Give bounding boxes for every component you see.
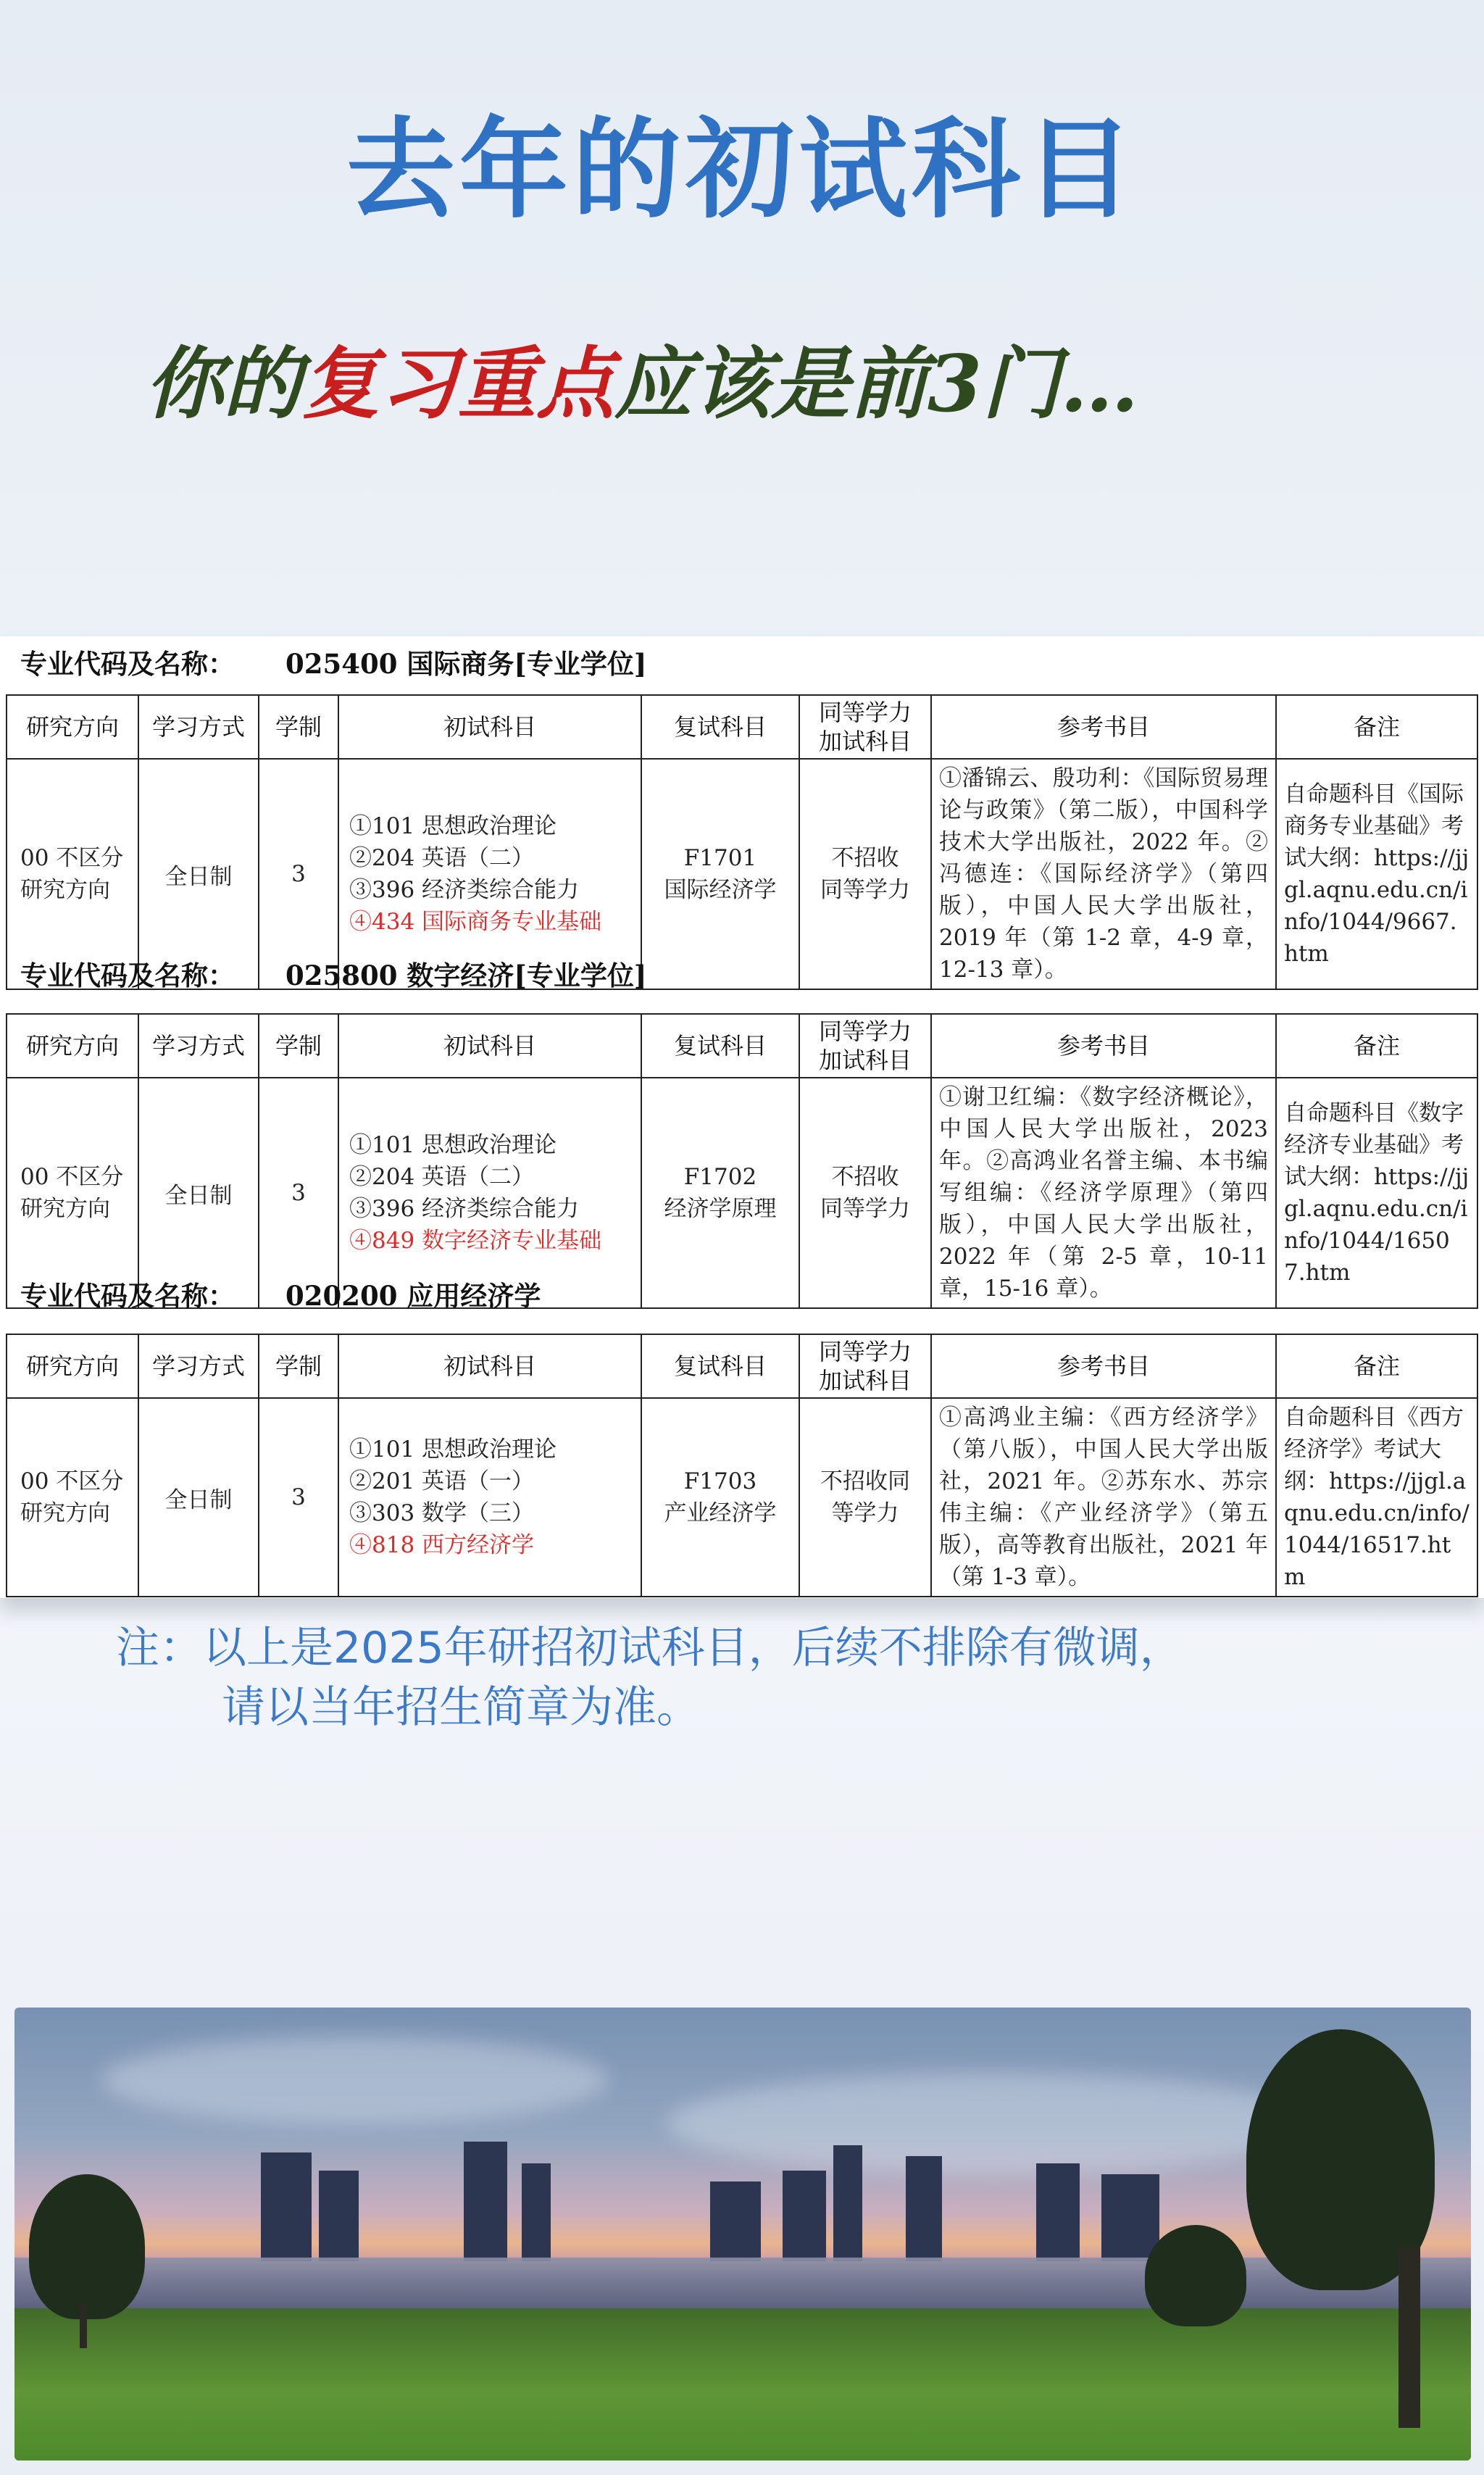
program-code: 025800 数字经济[专业学位] [285,960,647,991]
equivalent-line2: 同等学力 [820,877,910,903]
table-header-row [7,695,1477,759]
cell-study-mode: 全日制 [138,1398,259,1597]
col-study-mode: 学习方式 [138,1334,259,1398]
col-direction: 研究方向 [7,1334,138,1398]
col-duration: 学制 [259,695,338,759]
cell-equivalent [799,1078,931,1308]
page-title: 去年的初试科目 [346,107,1138,233]
direction-line1: 00 不区分 [20,845,124,871]
program-header [20,1276,541,1316]
table-row [7,1398,1477,1597]
col-direction: 研究方向 [7,1014,138,1078]
retest-code: F1703 [683,1468,757,1494]
cell-study-mode: 全日制 [138,759,259,989]
table-header-row [7,1334,1477,1398]
footnote-line1: 注：以上是2025年研招初试科目，后续不排除有微调， [116,1623,1183,1673]
cell-retest [641,1398,799,1597]
direction-line2: 研究方向 [20,877,110,903]
cell-retest [641,1078,799,1308]
code-name-label: 专业代码及名称： [20,960,235,991]
cell-equivalent [799,759,931,989]
initial-subject: ④818 西方经济学 [349,1532,535,1558]
direction-line1: 00 不区分 [20,1468,124,1494]
program-table [6,694,1478,990]
initial-subject: ①101 思想政治理论 [349,1436,557,1463]
subtitle-banner [145,330,1377,438]
program-code: 025400 国际商务[专业学位] [285,648,647,680]
retest-code: F1702 [683,1164,757,1190]
direction-line2: 研究方向 [20,1500,110,1526]
program-sheet [0,636,1484,1598]
col-equivalent [799,1334,931,1398]
subtitle-part1: 你的 [145,338,302,430]
cell-initial-subjects [338,1398,641,1597]
initial-subject: ③396 经济类综合能力 [349,1196,580,1222]
cell-books: ①谢卫红编：《数字经济概论》，中国人民大学出版社，2023 年。②高鸿业名誉主编、本书编写组编：《经济学原理》（第四版），中国人民大学出版社，2022 年（第 2-5 章，10-11 章，15-16 章）。 [931,1078,1276,1308]
lakeside-photo [14,2008,1471,2461]
retest-name: 国际经济学 [664,877,777,903]
cell-equivalent [799,1398,931,1597]
code-name-label: 专业代码及名称： [20,1280,235,1312]
initial-subject: ①101 思想政治理论 [349,1132,557,1158]
program-header [20,644,646,684]
col-initial-exam: 初试科目 [338,1014,641,1078]
cell-retest [641,759,799,989]
program-table [6,1334,1478,1597]
cell-duration: 3 [259,759,338,989]
subtitle-highlight: 复习重点 [301,338,615,430]
col-equivalent [799,1014,931,1078]
col-duration: 学制 [259,1334,338,1398]
equivalent-line1: 不招收 [831,1164,899,1190]
col-equivalent-line2: 加试科目 [818,728,912,755]
retest-name: 产业经济学 [664,1500,777,1526]
retest-name: 经济学原理 [664,1196,777,1222]
cell-direction [7,1078,138,1308]
cell-books: ①高鸿业主编：《西方经济学》（第八版），中国人民大学出版社，2021 年。②苏东水、苏宗伟主编：《产业经济学》（第五版），高等教育出版社，2021 年（第 1-3 章）。 [931,1398,1276,1597]
code-name-label: 专业代码及名称： [20,648,235,680]
equivalent-line2: 等学力 [831,1500,899,1526]
footnote [116,1618,1464,1737]
col-duration: 学制 [259,1014,338,1078]
col-retest: 复试科目 [641,1014,799,1078]
retest-code: F1701 [683,845,757,871]
col-books: 参考书目 [931,1334,1276,1398]
cell-books: ①潘锦云、殷功利：《国际贸易理论与政策》（第二版），中国科学技术大学出版社，2022 年。②冯德连：《国际经济学》（第四版），中国人民大学出版社，2019 年（第 1-2 章，4-9 章，12-13 章）。 [931,759,1276,989]
direction-line1: 00 不区分 [20,1164,124,1190]
col-retest: 复试科目 [641,695,799,759]
cell-direction [7,1398,138,1597]
cell-notes: 自命题科目《数字经济专业基础》考试大纲：https://jjgl.aqnu.edu.cn/info/1044/16507.htm [1276,1078,1477,1308]
col-retest: 复试科目 [641,1334,799,1398]
col-notes: 备注 [1276,1334,1477,1398]
col-initial-exam: 初试科目 [338,1334,641,1398]
col-notes: 备注 [1276,695,1477,759]
direction-line2: 研究方向 [20,1196,110,1222]
cell-duration: 3 [259,1078,338,1308]
col-study-mode: 学习方式 [138,695,259,759]
footnote-line2: 请以当年招生简章为准。 [222,1682,700,1733]
equivalent-line2: 同等学力 [820,1196,910,1222]
program-code: 020200 应用经济学 [285,1280,541,1312]
col-equivalent-line1: 同等学力 [818,1018,912,1045]
col-equivalent-line1: 同等学力 [818,1338,912,1365]
col-notes: 备注 [1276,1014,1477,1078]
cell-initial-subjects [338,1078,641,1308]
initial-subject: ④849 数字经济专业基础 [349,1228,602,1254]
program-header [20,955,646,996]
col-equivalent-line2: 加试科目 [818,1047,912,1074]
subtitle-part2: 应该是前3门… [614,338,1139,430]
col-direction: 研究方向 [7,695,138,759]
initial-subject: ④434 国际商务专业基础 [349,909,602,935]
initial-subject: ②204 英语（二） [349,845,535,871]
col-equivalent-line1: 同等学力 [818,699,912,726]
cell-notes: 自命题科目《国际商务专业基础》考试大纲：https://jjgl.aqnu.edu.cn/info/1044/9667.htm [1276,759,1477,989]
col-equivalent [799,695,931,759]
equivalent-line1: 不招收同 [820,1468,910,1494]
col-study-mode: 学习方式 [138,1014,259,1078]
cell-duration: 3 [259,1398,338,1597]
initial-subject: ②204 英语（二） [349,1164,535,1190]
initial-subject: ③303 数学（三） [349,1500,535,1526]
initial-subject: ②201 英语（一） [349,1468,535,1494]
col-equivalent-line2: 加试科目 [818,1367,912,1394]
program-table [6,1013,1478,1309]
initial-subject: ①101 思想政治理论 [349,813,557,839]
initial-subject: ③396 经济类综合能力 [349,877,580,903]
col-books: 参考书目 [931,695,1276,759]
col-initial-exam: 初试科目 [338,695,641,759]
col-books: 参考书目 [931,1014,1276,1078]
table-header-row [7,1014,1477,1078]
cell-notes: 自命题科目《西方经济学》考试大纲：https://jjgl.aqnu.edu.cn/info/1044/16517.htm [1276,1398,1477,1597]
equivalent-line1: 不招收 [831,845,899,871]
table-row [7,1078,1477,1308]
cell-study-mode: 全日制 [138,1078,259,1308]
